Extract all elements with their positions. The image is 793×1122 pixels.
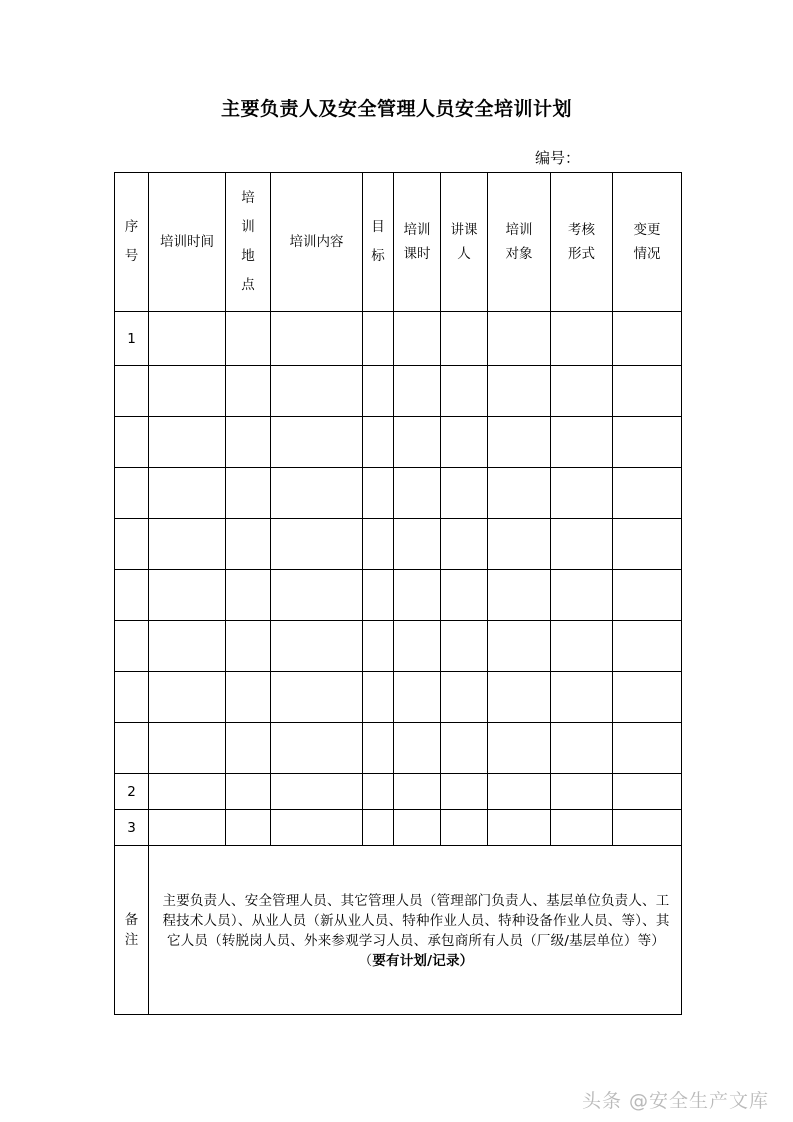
cell-goal[interactable]: [363, 723, 394, 774]
cell-content[interactable]: [271, 312, 363, 366]
cell-time[interactable]: [149, 723, 226, 774]
note-text-emphasis: 要有计划/记录）: [372, 953, 474, 969]
cell-hours[interactable]: [394, 621, 441, 672]
column-header-text: 号: [124, 248, 139, 264]
column-header-place: [226, 173, 271, 312]
note-row: [115, 846, 682, 1015]
column-header-exam: [551, 173, 613, 312]
cell-change[interactable]: [613, 774, 682, 810]
cell-time[interactable]: [149, 570, 226, 621]
column-header-text: 培训: [505, 222, 533, 238]
column-header-text: 形式: [568, 246, 595, 262]
row-number-cell[interactable]: [115, 519, 149, 570]
column-header-text: 课时: [403, 246, 431, 262]
column-header-text: 对象: [505, 246, 533, 262]
cell-content[interactable]: [271, 810, 363, 846]
column-header-text: 讲课: [450, 222, 478, 238]
cell-place[interactable]: [226, 621, 271, 672]
cell-change[interactable]: [613, 672, 682, 723]
cell-exam[interactable]: [551, 723, 613, 774]
column-header-text: 目: [371, 219, 385, 235]
cell-hours[interactable]: [394, 774, 441, 810]
cell-exam[interactable]: [551, 774, 613, 810]
cell-target[interactable]: [488, 621, 551, 672]
column-header-change: [613, 173, 682, 312]
cell-place[interactable]: [226, 774, 271, 810]
column-header-text: 培: [241, 190, 255, 206]
cell-content[interactable]: [271, 672, 363, 723]
note-label: [115, 846, 149, 1015]
row-number-cell[interactable]: [115, 468, 149, 519]
cell-content[interactable]: [271, 519, 363, 570]
cell-goal[interactable]: [363, 519, 394, 570]
cell-time[interactable]: [149, 621, 226, 672]
column-header-goal: [363, 173, 394, 312]
column-header-content: [271, 173, 363, 312]
cell-exam[interactable]: [551, 417, 613, 468]
cell-exam[interactable]: [551, 519, 613, 570]
cell-teacher[interactable]: [441, 468, 488, 519]
column-header-text: 培训内容: [289, 234, 344, 250]
cell-goal[interactable]: [363, 810, 394, 846]
cell-exam[interactable]: [551, 312, 613, 366]
cell-hours[interactable]: [394, 468, 441, 519]
cell-place[interactable]: [226, 468, 271, 519]
cell-goal[interactable]: [363, 672, 394, 723]
row-number-cell[interactable]: [115, 366, 149, 417]
cell-teacher[interactable]: [441, 621, 488, 672]
cell-teacher[interactable]: [441, 570, 488, 621]
column-header-text: 情况: [633, 246, 661, 262]
cell-hours[interactable]: [394, 570, 441, 621]
table-body: [115, 173, 682, 1015]
table-row: [115, 417, 682, 468]
cell-change[interactable]: [613, 312, 682, 366]
cell-teacher[interactable]: [441, 417, 488, 468]
cell-target[interactable]: [488, 312, 551, 366]
column-header-text: 标: [371, 248, 385, 264]
cell-teacher[interactable]: [441, 672, 488, 723]
note-label-text: 注: [124, 932, 139, 948]
cell-teacher[interactable]: [441, 519, 488, 570]
column-header-text: 人: [457, 246, 471, 262]
cell-teacher[interactable]: [441, 312, 488, 366]
column-header-no: [115, 173, 149, 312]
cell-hours[interactable]: [394, 417, 441, 468]
table-row: [115, 366, 682, 417]
cell-content[interactable]: [271, 417, 363, 468]
cell-goal[interactable]: [363, 417, 394, 468]
cell-change[interactable]: [613, 570, 682, 621]
column-header-hours: [394, 173, 441, 312]
watermark: 头条 @安全生产文库: [581, 1090, 769, 1112]
cell-place[interactable]: [226, 810, 271, 846]
cell-target[interactable]: [488, 366, 551, 417]
cell-time[interactable]: [149, 672, 226, 723]
cell-teacher[interactable]: [441, 723, 488, 774]
cell-time[interactable]: [149, 312, 226, 366]
cell-place[interactable]: [226, 519, 271, 570]
row-number-cell[interactable]: 1: [115, 312, 149, 366]
serial-number-label: 编号：: [534, 149, 580, 167]
table-row: [115, 519, 682, 570]
cell-place[interactable]: [226, 366, 271, 417]
cell-change[interactable]: [613, 417, 682, 468]
cell-goal[interactable]: [363, 570, 394, 621]
note-text[interactable]: 主要负责人、安全管理人员、其它管理人员（管理部门负责人、基层单位负责人、工程技术人员）、从业人员（新从业人员、特种作业人员、特种设备作业人员、等）、其它人员（转脱岗人员、外来参观学习人员、承包商所有人员（厂级/基层单位）等）（要有计划/记录）: [149, 846, 682, 1015]
cell-target[interactable]: [488, 723, 551, 774]
training-plan-table: [114, 172, 682, 1015]
table-row: [115, 312, 682, 366]
cell-change[interactable]: [613, 621, 682, 672]
cell-target[interactable]: [488, 810, 551, 846]
table-row: [115, 810, 682, 846]
table-row: [115, 621, 682, 672]
cell-target[interactable]: [488, 672, 551, 723]
cell-exam[interactable]: [551, 468, 613, 519]
column-header-text: 训: [241, 219, 255, 235]
cell-teacher[interactable]: [441, 366, 488, 417]
cell-exam[interactable]: [551, 810, 613, 846]
cell-place[interactable]: [226, 672, 271, 723]
page-title: 主要负责人及安全管理人员安全培训计划: [220, 98, 572, 120]
cell-place[interactable]: [226, 570, 271, 621]
cell-time[interactable]: [149, 519, 226, 570]
cell-hours[interactable]: [394, 519, 441, 570]
row-number-cell[interactable]: 2: [115, 774, 149, 810]
cell-goal[interactable]: [363, 312, 394, 366]
cell-exam[interactable]: [551, 570, 613, 621]
column-header-text: 序: [124, 219, 139, 235]
cell-change[interactable]: [613, 723, 682, 774]
cell-content[interactable]: [271, 621, 363, 672]
column-header-text: 考核: [568, 222, 595, 238]
cell-time[interactable]: [149, 468, 226, 519]
cell-teacher[interactable]: [441, 810, 488, 846]
cell-content[interactable]: [271, 723, 363, 774]
table-row: [115, 570, 682, 621]
cell-hours[interactable]: [394, 366, 441, 417]
cell-hours[interactable]: [394, 810, 441, 846]
cell-goal[interactable]: [363, 621, 394, 672]
table-header-row: [115, 173, 682, 312]
cell-content[interactable]: [271, 570, 363, 621]
cell-place[interactable]: [226, 312, 271, 366]
cell-exam[interactable]: [551, 672, 613, 723]
cell-exam[interactable]: [551, 366, 613, 417]
cell-time[interactable]: [149, 774, 226, 810]
cell-content[interactable]: [271, 774, 363, 810]
cell-change[interactable]: [613, 810, 682, 846]
table-row: [115, 672, 682, 723]
cell-content[interactable]: [271, 468, 363, 519]
cell-change[interactable]: [613, 468, 682, 519]
cell-place[interactable]: [226, 723, 271, 774]
cell-teacher[interactable]: [441, 774, 488, 810]
column-header-time: [149, 173, 226, 312]
row-number-cell[interactable]: [115, 672, 149, 723]
cell-exam[interactable]: [551, 621, 613, 672]
cell-hours[interactable]: [394, 672, 441, 723]
table-row: [115, 723, 682, 774]
cell-target[interactable]: [488, 570, 551, 621]
cell-target[interactable]: [488, 468, 551, 519]
cell-target[interactable]: [488, 417, 551, 468]
column-header-teacher: [441, 173, 488, 312]
column-header-target: [488, 173, 551, 312]
row-number-cell[interactable]: [115, 417, 149, 468]
column-header-text: 培训时间: [160, 234, 214, 250]
cell-change[interactable]: [613, 519, 682, 570]
table-row: [115, 468, 682, 519]
cell-hours[interactable]: [394, 723, 441, 774]
column-header-text: 点: [241, 277, 255, 293]
table-row: [115, 774, 682, 810]
row-number-cell[interactable]: [115, 621, 149, 672]
cell-time[interactable]: [149, 366, 226, 417]
column-header-text: 地: [241, 248, 255, 264]
cell-target[interactable]: [488, 519, 551, 570]
cell-target[interactable]: [488, 774, 551, 810]
row-number-cell[interactable]: 3: [115, 810, 149, 846]
cell-content[interactable]: [271, 366, 363, 417]
column-header-text: 培训: [403, 222, 431, 238]
cell-place[interactable]: [226, 417, 271, 468]
cell-change[interactable]: [613, 366, 682, 417]
cell-hours[interactable]: [394, 312, 441, 366]
cell-goal[interactable]: [363, 774, 394, 810]
cell-goal[interactable]: [363, 366, 394, 417]
cell-time[interactable]: [149, 810, 226, 846]
row-number-cell[interactable]: [115, 723, 149, 774]
cell-goal[interactable]: [363, 468, 394, 519]
row-number-cell[interactable]: [115, 570, 149, 621]
note-label-text: 备: [124, 912, 139, 928]
column-header-text: 变更: [633, 222, 661, 238]
cell-time[interactable]: [149, 417, 226, 468]
